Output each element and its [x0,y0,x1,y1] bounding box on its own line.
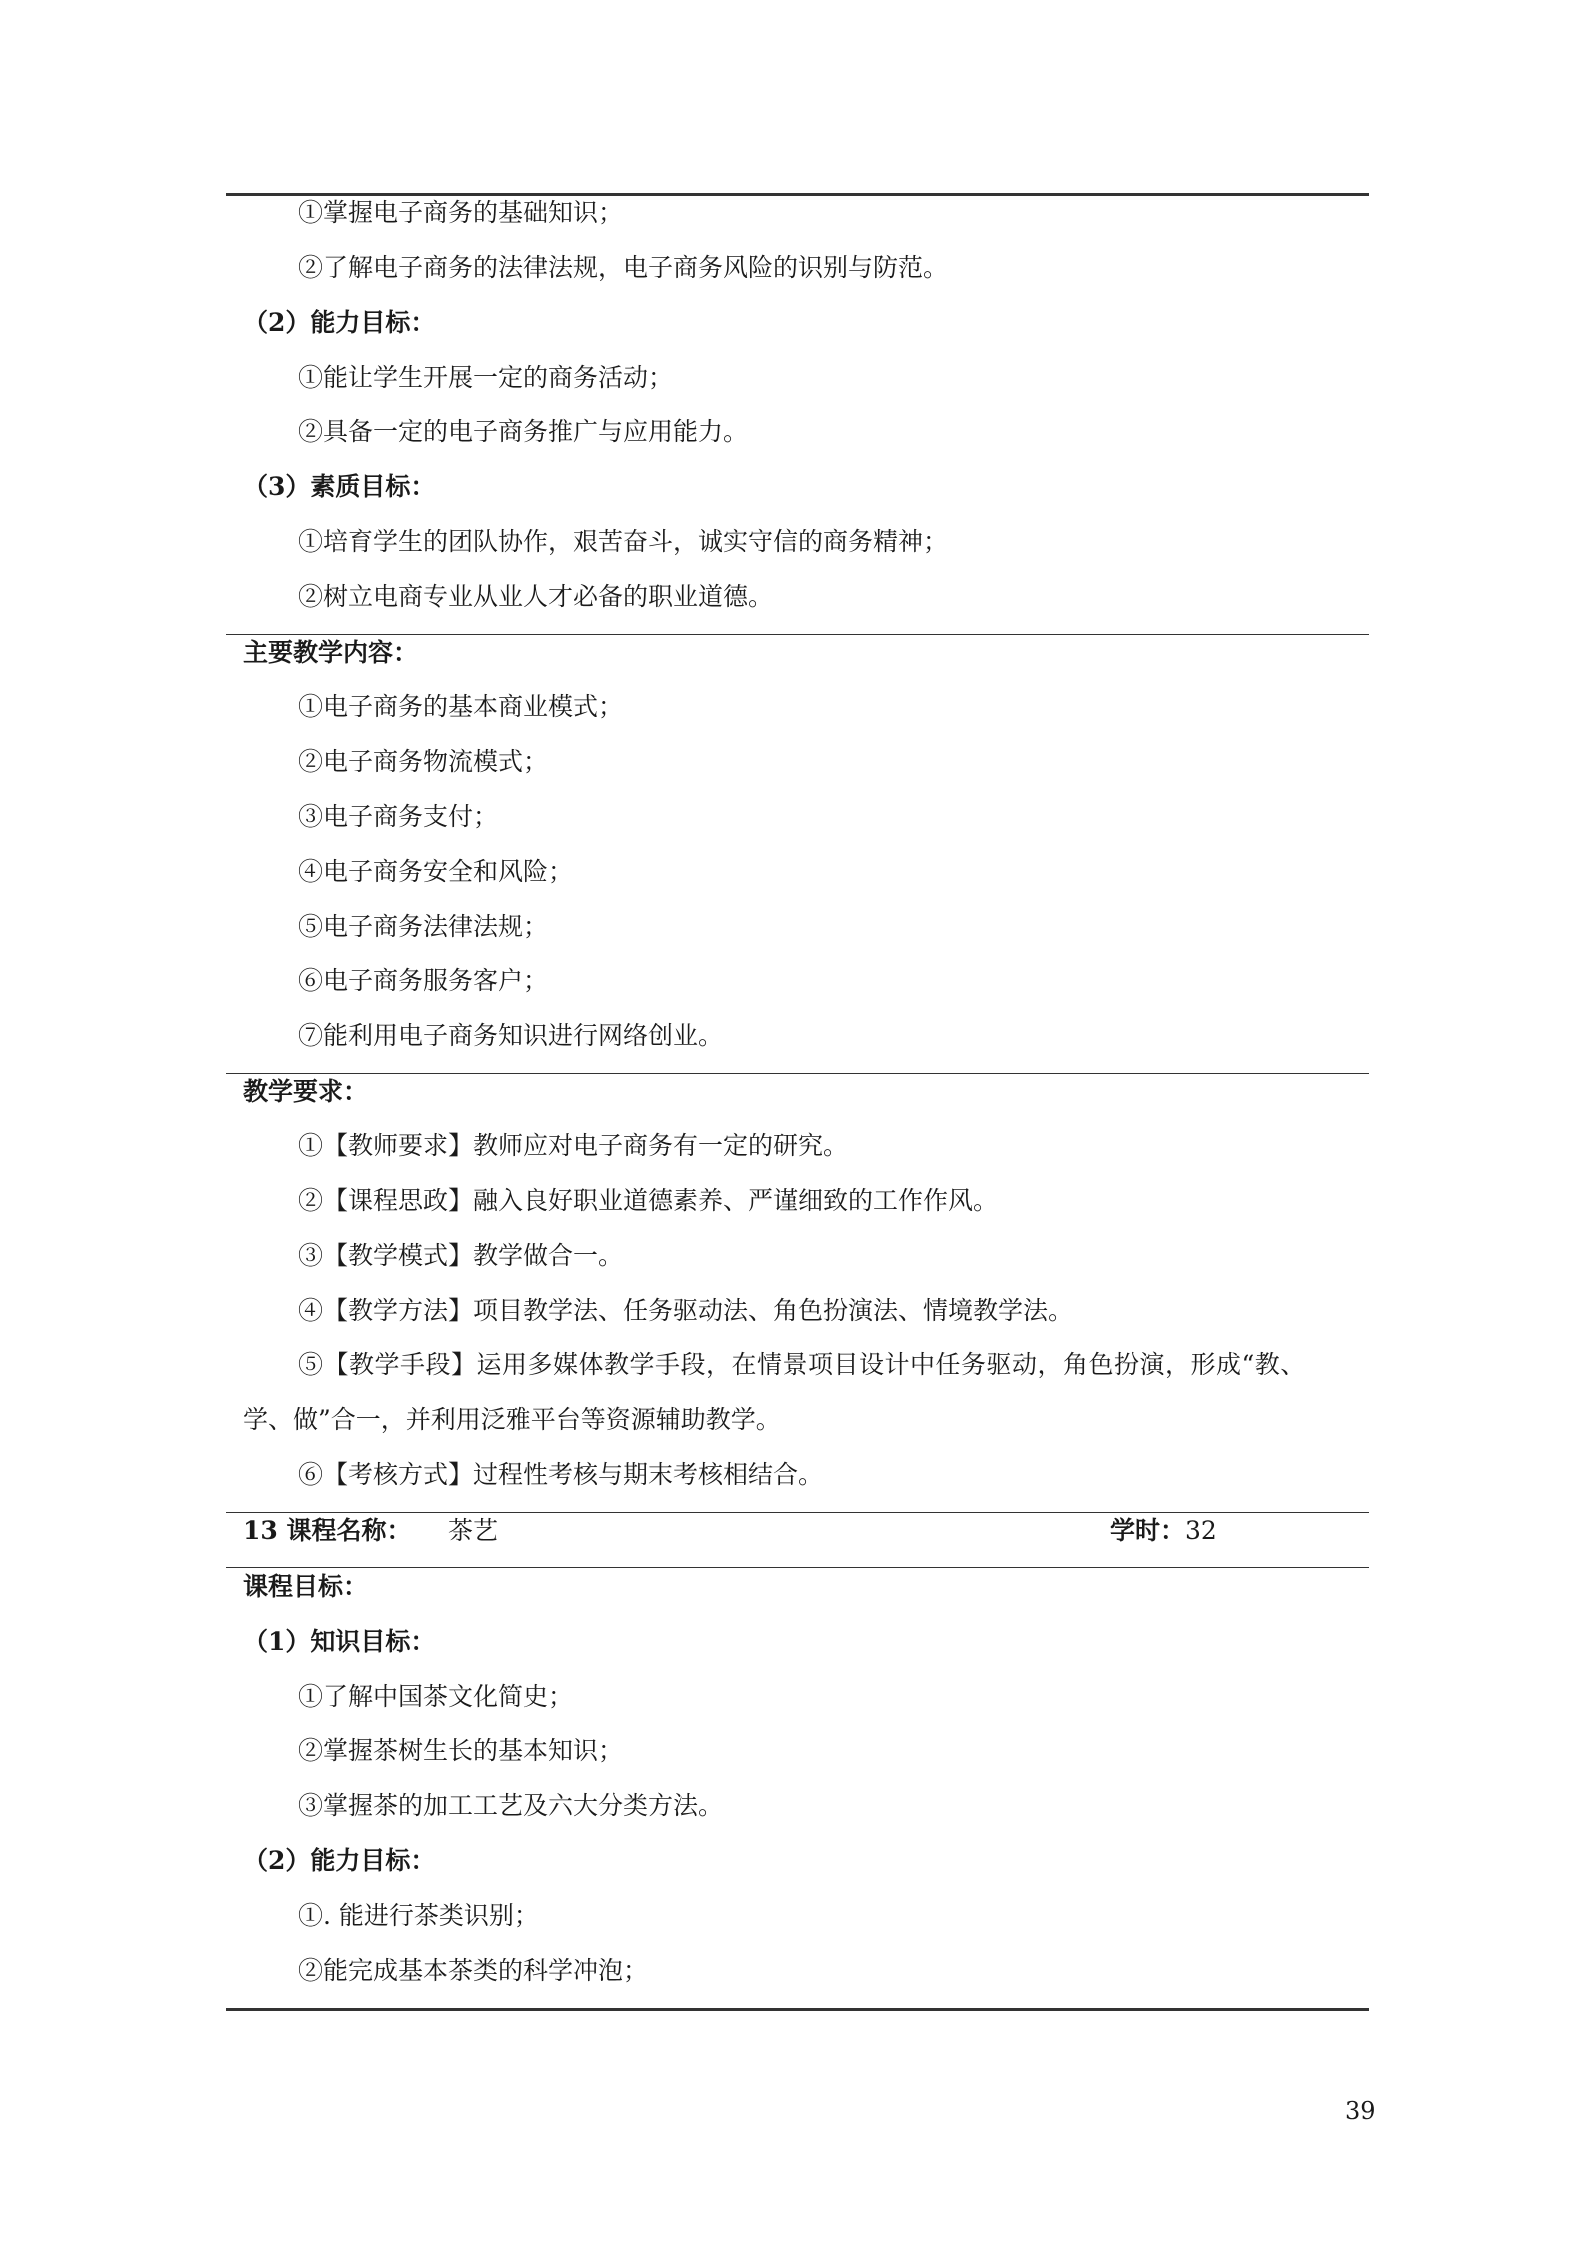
goals-knowledge-item-2: ②掌握茶树生长的基本知识； [298,1736,624,1765]
requirement-item-2: ②【课程思政】融入良好职业道德素养、严谨细致的工作作风。 [298,1186,999,1215]
rule-before-requirements [226,1073,1369,1074]
content-item-7: ⑦能利用电子商务知识进行网络创业。 [298,1021,724,1050]
knowledge-item-1: ①掌握电子商务的基础知识； [298,198,624,227]
rule-before-content [226,634,1369,635]
rule-before-goals [226,1567,1369,1568]
course-name: 茶艺 [448,1516,499,1545]
goals-knowledge-item-3: ③掌握茶的加工工艺及六大分类方法。 [298,1791,724,1820]
requirement-item-6: ⑥【考核方式】过程性考核与期末考核相结合。 [298,1460,824,1489]
knowledge-item-2: ②了解电子商务的法律法规，电子商务风险的识别与防范。 [298,253,949,282]
goals-ability-heading: （2）能力目标： [243,1846,436,1875]
goals-ability-item-2: ②能完成基本茶类的科学冲泡； [298,1956,649,1985]
requirement-item-3: ③【教学模式】教学做合一。 [298,1241,624,1270]
goals-heading: 课程目标： [243,1572,369,1601]
requirement-item-4: ④【教学方法】项目教学法、任务驱动法、角色扮演法、情境教学法。 [298,1296,1074,1325]
goals-knowledge-heading: （1）知识目标： [243,1627,436,1656]
ability-item-1: ①能让学生开展一定的商务活动； [298,363,674,392]
content-item-2: ②电子商务物流模式； [298,747,549,776]
page-number: 39 [1345,2097,1376,2125]
content-item-4: ④电子商务安全和风险； [298,857,574,886]
quality-item-1: ①培育学生的团队协作，艰苦奋斗，诚实守信的商务精神； [298,527,949,556]
hours-value: 32 [1185,1516,1217,1545]
course-label: 13 课程名称： [243,1516,412,1545]
content-item-3: ③电子商务支付； [298,802,499,831]
content-item-6: ⑥电子商务服务客户； [298,966,549,995]
requirement-item-1: ①【教师要求】教师应对电子商务有一定的研究。 [298,1131,849,1160]
ability-item-2: ②具备一定的电子商务推广与应用能力。 [298,417,749,446]
goals-ability-item-1: ①. 能进行茶类识别； [298,1901,539,1930]
goals-knowledge-item-1: ①了解中国茶文化简史； [298,1682,574,1711]
requirement-item-5-cont: 学、做”合一，并利用泛雅平台等资源辅助教学。 [243,1405,781,1434]
top-rule [226,193,1369,196]
requirement-item-5: ⑤【教学手段】运用多媒体教学手段，在情景项目设计中任务驱动，角色扮演，形成“教、 [298,1350,1306,1379]
ability-heading: （2）能力目标： [243,308,436,337]
content-item-5: ⑤电子商务法律法规； [298,912,549,941]
hours-label: 学时： [1110,1516,1186,1545]
requirements-heading: 教学要求： [243,1077,369,1106]
bottom-rule [226,2008,1369,2011]
course-hours [1110,1515,1217,1547]
rule-before-course13 [226,1512,1369,1513]
content-item-1: ①电子商务的基本商业模式； [298,692,624,721]
content-heading: 主要教学内容： [243,638,419,667]
quality-item-2: ②树立电商专业从业人才必备的职业道德。 [298,582,774,611]
quality-heading: （3）素质目标： [243,472,436,501]
